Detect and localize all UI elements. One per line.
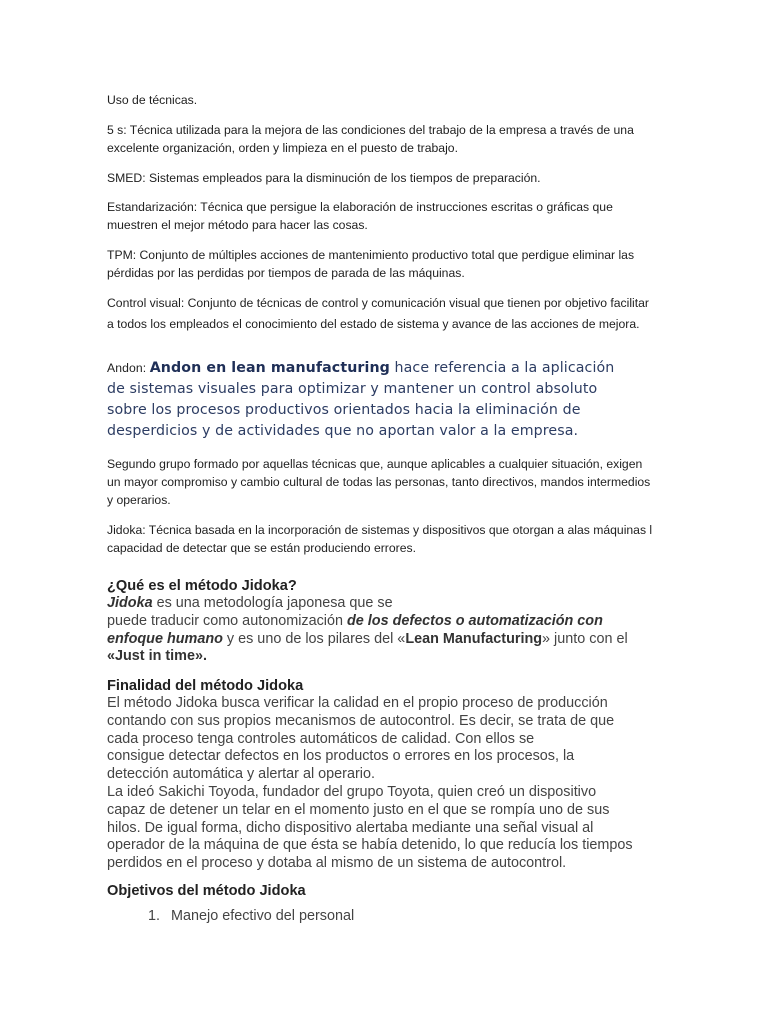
que-es-text-2: puede traducir como autonomización [107,612,347,629]
finalidad-line: El método Jidoka busca verificar la calidad en el propio proceso de producción [107,695,608,711]
jit-term: «Just in time». [107,648,207,665]
que-es-text-1: es una metodología japonesa que se [152,595,393,611]
finalidad-line: contando con sus propios mecanismos de autocontrol. Es decir, se trata de que [107,712,615,729]
section-finalidad [107,677,687,873]
finalidad-line: perdidos en el proceso y dotaba al mismo de un sistema de autocontrol. [107,855,567,872]
que-es-body [107,595,662,666]
finalidad-line: cada proceso tenga controles automáticos de calidad. Con ellos se [107,730,535,747]
list-item [148,907,354,925]
finalidad-line: operador de la máquina de que ésta se había detenido, lo que reducía los tiempos [107,837,633,854]
finalidad-line: capaz de detener un telar en el momento justo en el que se rompía uno de sus [107,801,610,818]
finalidad-body [107,695,687,873]
paragraph-segundo-grupo: Segundo grupo formado por aquellas técnicas que, aunque aplicables a cualquier situación, exigen un mayor compromiso y cambio cultural de todas las personas, tanto directivos, mandos intermedios y operarios. [107,457,651,507]
paragraph-5s: 5 s: Técnica utilizada para la mejora de las condiciones del trabajo de la empresa a través de una excelente organización, orden y limpieza en el puesto de trabajo. [107,123,634,155]
finalidad-line: La ideó Sakichi Toyoda, fundador del grupo Toyota, quien creó un dispositivo [107,783,597,800]
heading-finalidad: Finalidad del método Jidoka [107,678,304,694]
list-item-text: Manejo efectivo del personal [171,908,355,924]
que-es-text-4: » junto con el [542,630,628,647]
paragraph-estandarizacion: Estandarización: Técnica que persigue la elaboración de instrucciones escritas o gráficas que muestren el mejor método para hacer las cosas. [107,200,613,232]
defectos-term: de los defectos o automatización con enfoque humano [107,612,603,647]
jidoka-term: Jidoka [107,595,153,611]
paragraph-tpm: TPM: Conjunto de múltiples acciones de mantenimiento productivo total que perdigue eliminar las pérdidas por las perdidas por tiempos de parada de las máquinas. [107,248,635,280]
heading-que-es: ¿Qué es el método Jidoka? [107,578,297,594]
section-que-es [107,577,667,666]
paragraph-andon [107,358,632,442]
finalidad-line: detección automática y alertar al operario. [107,766,375,783]
andon-description: hace referencia a la aplicación de sistemas visuales para optimizar y mantener un control absoluto sobre los procesos productivos orientados hacia la eliminación de desperdicios y de actividades que no aportan valor a la empresa. [107,360,615,439]
que-es-text-3: y es uno de los pilares del « [222,630,406,647]
paragraph-smed: SMED: Sistemas empleados para la disminución de los tiempos de preparación. [107,171,541,185]
lean-term: Lean Manufacturing [405,630,543,647]
intro-text: Uso de técnicas. [107,93,198,107]
paragraph-control-visual: Control visual: Conjunto de técnicas de control y comunicación visual que tienen por objetivo facilitar a todos los empleados el conocimiento del estado de sistema y avance de las acciones de mejora. [107,296,649,331]
finalidad-line: consigue detectar defectos en los productos o errores en los procesos, la [107,748,575,765]
finalidad-line: hilos. De igual forma, dicho dispositivo alertaba mediante una señal visual al [107,819,594,836]
list-item-number: 1. [148,908,161,924]
heading-objetivos: Objetivos del método Jidoka [107,883,306,899]
paragraph-jidoka: Jidoka: Técnica basada en la incorporación de sistemas y dispositivos que otorgan a alas máquinas l capacidad de detectar que se están produciendo errores. [107,523,653,555]
andon-highlight: Andon en lean manufacturing [149,360,390,376]
andon-label: Andon: [107,361,150,375]
